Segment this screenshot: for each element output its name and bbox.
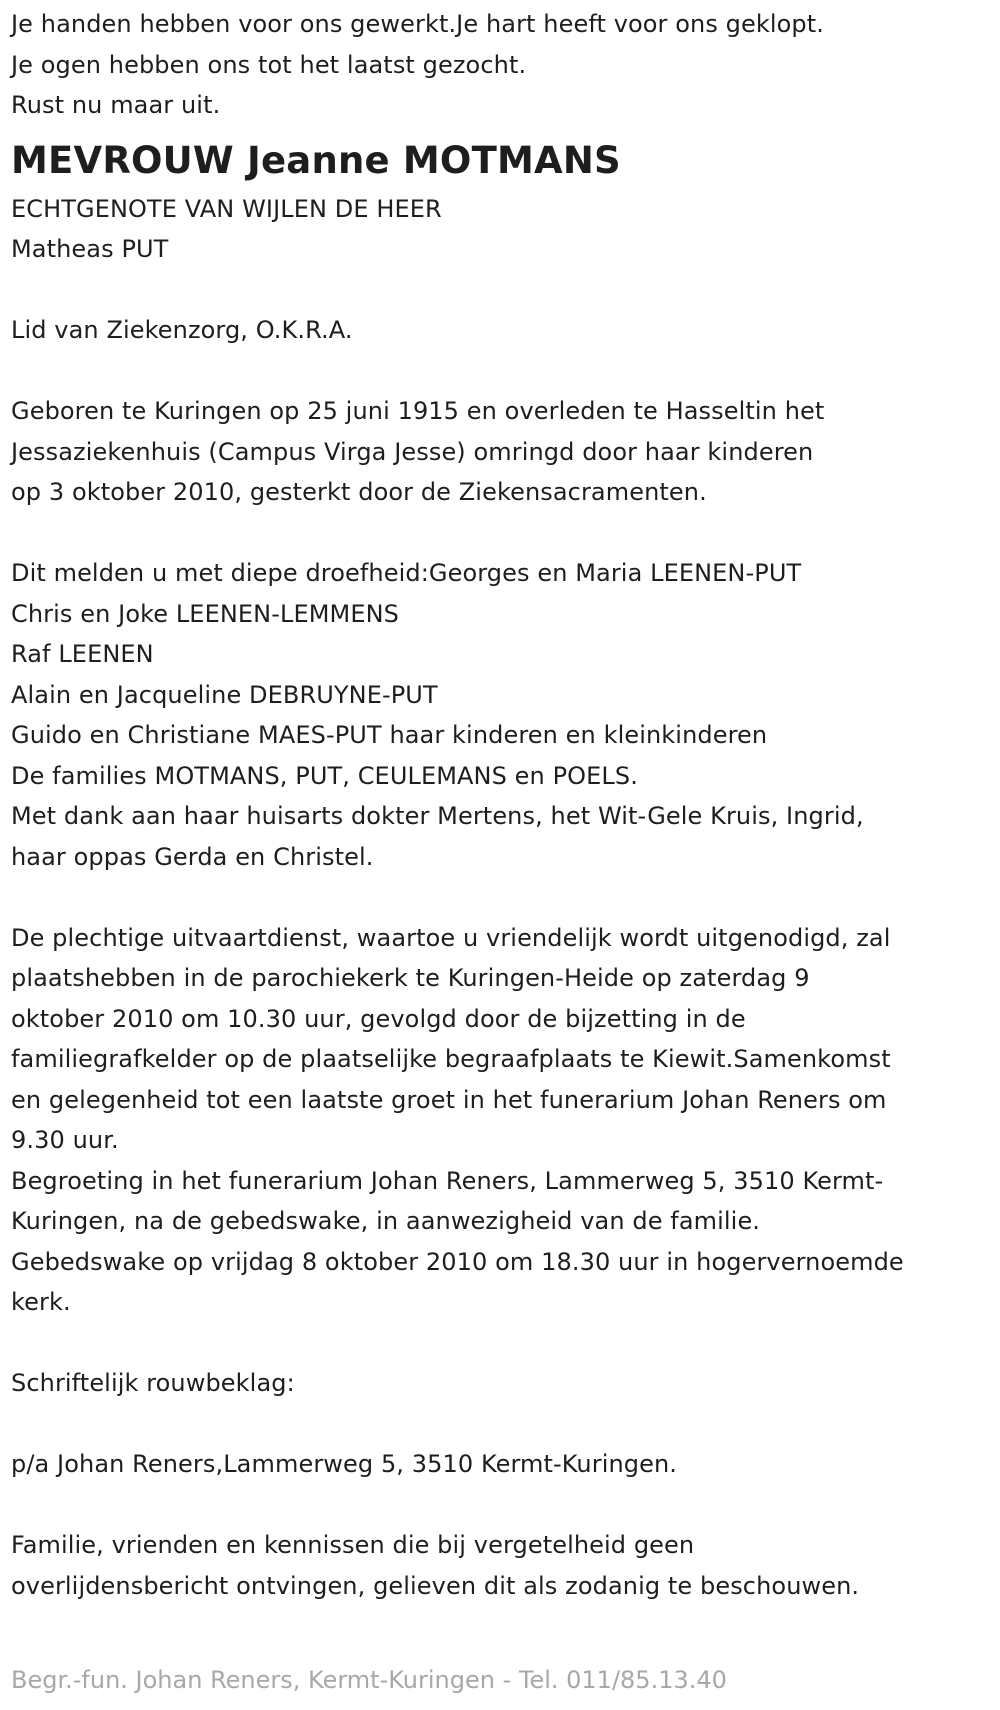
announcement-line: Chris en Joke LEENEN-LEMMENS [11,599,399,628]
service-block [11,918,996,1323]
condolence-label: Schriftelijk rouwbeklag: [11,1369,295,1397]
condolence-address: p/a Johan Reners,Lammerweg 5, 3510 Kermt-Kuringen. [11,1450,678,1478]
poem-line: Rust nu maar uit. [11,91,221,119]
birth-death-line: Geboren te Kuringen op 25 juni 1915 en overleden te Hasseltin het [11,397,825,425]
birth-death-block [11,391,996,513]
poem-line: Je ogen hebben ons tot het laatst gezocht. [11,50,527,79]
service-line: familiegrafkelder op de plaatselijke begraafplaats te Kiewit.Samenkomst [11,1045,891,1073]
announcement-line: Dit melden u met diepe droefheid:Georges en Maria LEENEN-PUT [11,559,802,587]
spacer [11,1404,996,1445]
notice-line: Familie, vrienden en kennissen die bij vergetelheid geen [11,1531,695,1559]
spouse-block [11,189,996,270]
birth-death-line: op 3 oktober 2010, gesterkt door de Ziekensacramenten. [11,478,707,506]
funeral-home-footer: Begr.-fun. Johan Reners, Kermt-Kuringen - Tel. 011/85.13.40 [11,1666,727,1694]
spacer [11,1485,996,1526]
spacer [11,513,996,554]
spacer [11,1323,996,1364]
spacer [11,351,996,392]
spouse-line: Matheas PUT [11,235,169,263]
service-line: oktober 2010 om 10.30 uur, gevolgd door de bijzetting in de [11,1004,746,1033]
service-line: Gebedswake op vrijdag 8 oktober 2010 om 18.30 uur in hogervernoemde [11,1247,904,1276]
notice-line: overlijdensbericht ontvingen, gelieven dit als zodanig te beschouwen. [11,1571,860,1600]
spouse-line: ECHTGENOTE VAN WIJLEN DE HEER [11,194,442,223]
service-line: kerk. [11,1288,71,1316]
birth-death-line: Jessaziekenhuis (Campus Virga Jesse) omringd door haar kinderen [11,437,814,466]
notice-block [11,1525,996,1606]
deceased-name: MEVROUW Jeanne MOTMANS [11,138,621,182]
obituary-document [11,4,996,1606]
poem-line: Je handen hebben voor ons gewerkt.Je hart heeft voor ons geklopt. [11,10,825,38]
service-line: De plechtige uitvaartdienst, waartoe u vriendelijk wordt uitgenodigd, zal [11,923,891,952]
poem-block [11,4,996,126]
announcement-line: Raf LEENEN [11,640,154,668]
spacer [11,270,996,311]
announcement-line: Guido en Christiane MAES-PUT haar kinderen en kleinkinderen [11,721,768,749]
announcement-line: De families MOTMANS, PUT, CEULEMANS en POELS. [11,761,638,790]
announcement-line: Met dank aan haar huisarts dokter Mertens, het Wit-Gele Kruis, Ingrid, [11,802,864,830]
spacer [11,877,996,918]
service-line: 9.30 uur. [11,1126,119,1154]
announcement-line: Alain en Jacqueline DEBRUYNE-PUT [11,680,438,709]
service-line: Kuringen, na de gebedswake, in aanwezigheid van de familie. [11,1207,761,1235]
membership: Lid van Ziekenzorg, O.K.R.A. [11,316,353,344]
announcement-line: haar oppas Gerda en Christel. [11,842,374,871]
announcement-block [11,553,996,877]
service-line: plaatshebben in de parochiekerk te Kuringen-Heide op zaterdag 9 [11,964,810,992]
service-line: en gelegenheid tot een laatste groet in het funerarium Johan Reners om [11,1085,887,1114]
service-line: Begroeting in het funerarium Johan Reners, Lammerweg 5, 3510 Kermt- [11,1166,884,1195]
